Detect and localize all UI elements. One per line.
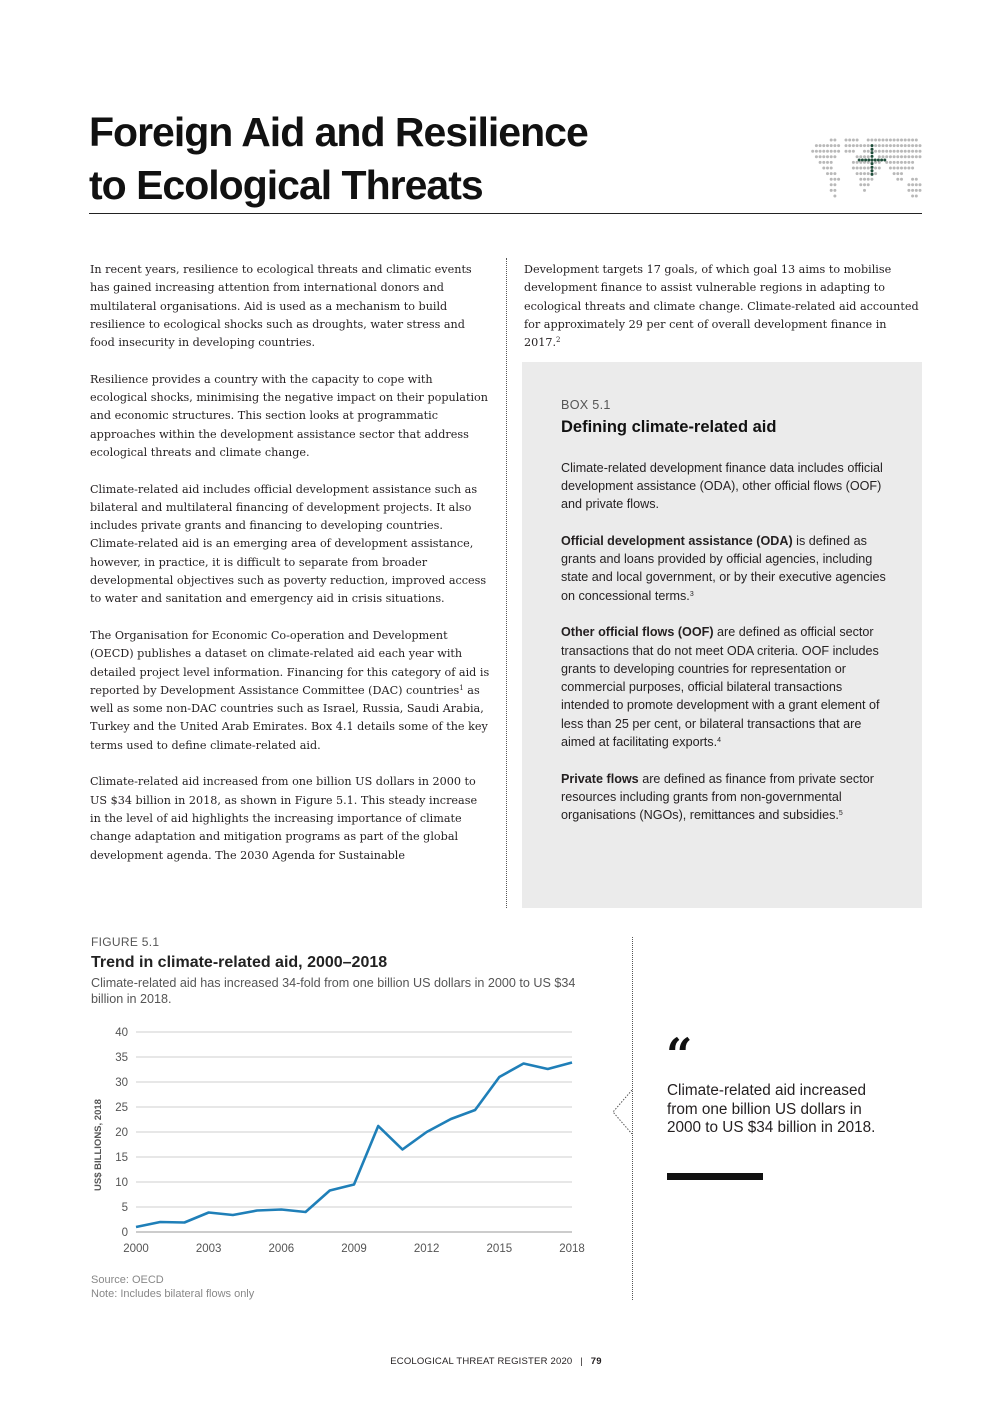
term-oof: Other official flows (OOF) (561, 625, 714, 640)
footnote-ref: 3 (689, 590, 694, 598)
y-tick-label: 40 (115, 1027, 128, 1039)
body-paragraph: Resilience provides a country with the capacity to cope with ecological shocks, minimising the negative impact on their population and economic structures. This section looks at programmatic approaches within the development assistance sector that address ecological threats and climate change. (90, 372, 488, 459)
footer-separator: | (580, 1356, 583, 1367)
y-tick-label: 35 (115, 1052, 128, 1064)
crosshair-icon (858, 144, 887, 176)
figure-title: Trend in climate-related aid, 2000–2018 (91, 954, 388, 971)
y-tick-label: 5 (121, 1202, 128, 1214)
definition-oda: is defined as grants and loans provided by official agencies, including state and local government, or by their executive agencies on concessional terms. (561, 533, 886, 603)
body-paragraph: Climate-related aid increased from one billion US dollars in 2000 to US $34 billion in 2018, as shown in Figure 5.1. This steady increase in the level of aid highlights the increasing importance of climate change adaptation and mitigation programs as part of the global development agenda. The 2030 Agenda for Sustainable (90, 775, 478, 862)
figure-subtitle: Climate-related aid has increased 34-fold from one billion US dollars in 2000 to US $34 billion in 2018. (91, 976, 576, 1006)
figure-source (91, 1273, 254, 1301)
figure-label: FIGURE 5.1 (91, 935, 160, 949)
x-tick-label: 2000 (123, 1243, 149, 1255)
left-text-column (90, 261, 490, 883)
page-title-line-1: Foreign Aid and Resilience (89, 109, 588, 155)
x-tick-label: 2018 (559, 1243, 585, 1255)
footer-publication: ECOLOGICAL THREAT REGISTER 2020 (390, 1356, 573, 1367)
term-oda: Official development assistance (ODA) (561, 533, 793, 548)
quote-underline-bar (667, 1173, 763, 1180)
x-tick-label: 2012 (413, 1243, 440, 1255)
y-tick-label: 10 (115, 1177, 128, 1189)
title-divider (89, 213, 922, 214)
x-tick-label: 2003 (195, 1243, 222, 1255)
page-number: 79 (590, 1356, 602, 1367)
y-tick-label: 30 (115, 1077, 128, 1089)
definition-oof: are defined as official sector transactions that do not meet ODA criteria. OOF includes grants to developing countries for representation or commercial purposes, official bilateral transactions intended to promote development with a grant element of less than 25 per cent, or bilateral transactions that are aimed at facilitating exports. (561, 625, 880, 750)
right-text-column (524, 261, 920, 371)
series-line-climate-aid (136, 1063, 572, 1228)
y-tick-label: 20 (115, 1127, 128, 1139)
line-chart (88, 1020, 598, 1260)
goal-13-text: Development targets 17 goals, of which goal 13 aims to mobilise development finance to assist vulnerable regions in adapting to ecological threats and climate change. Climate-related aid accounted for approximately 29 per cent of overall development finance in 2017. (524, 263, 919, 350)
box-definition-oof (561, 623, 886, 751)
source-line: Source: OECD (91, 1274, 164, 1286)
body-paragraph-oecd (90, 627, 490, 755)
body-paragraph: Climate-related aid includes official development assistance such as bilateral and multilateral financing of development projects. It also includes private grants and financing to developing countries. Climate-related aid is an emerging area of development assistance, however, in practice, it is difficult to separate from broader developmental objectives such as poverty reduction, improved access to water and sanitation and emergency aid in crisis situations. (90, 482, 487, 606)
x-tick-label: 2006 (268, 1243, 295, 1255)
definition-box (522, 362, 922, 908)
body-paragraph: In recent years, resilience to ecological threats and climatic events has gained increasing attention from international donors and multilateral organisations. Aid is used as a mechanism to build resilience to ecological shocks such as droughts, water stress and food insecurity in developing countries. (90, 263, 472, 350)
box-definition-private (561, 770, 886, 825)
chart-series (136, 1062, 572, 1227)
pull-quote-text: Climate-related aid increased from one billion US dollars in 2000 to US $34 billion in 2018. (667, 1082, 876, 1136)
x-tick-label: 2009 (341, 1243, 367, 1255)
oecd-text-part-2: as well as some non-DAC countries such as Israel, Russia, Saudi Arabia, Turkey and the United Arab Emirates. Box 4.1 details some of the key terms used to define climate-related aid. (90, 683, 488, 752)
box-label: BOX 5.1 (561, 398, 611, 412)
y-tick-label: 15 (115, 1152, 128, 1164)
footnote-ref: 1 (459, 683, 464, 692)
definition-box-content (561, 396, 886, 843)
footnote-ref: 4 (717, 737, 722, 745)
chart-y-tick-labels (115, 1027, 128, 1239)
box-intro: Climate-related development finance data includes official development assistance (ODA), other official flows (OOF) and private flows. (561, 460, 883, 512)
body-paragraph (524, 261, 920, 352)
page-title-line-2: to Ecological Threats (89, 162, 483, 208)
y-tick-label: 25 (115, 1102, 128, 1114)
chart-gridlines (136, 1032, 572, 1232)
oecd-text-part-1: The Organisation for Economic Co-operation and Development (OECD) publishes a dataset on climate-related aid each year with detailed project level information. Financing for this category of aid is reported by Development Assistance Committee (DAC) countries (90, 628, 490, 697)
page-title (89, 106, 729, 212)
y-tick-label: 0 (121, 1227, 128, 1239)
footnote-ref: 2 (556, 336, 561, 345)
world-dot-map-icon (806, 136, 922, 202)
box-title: Defining climate-related aid (561, 418, 777, 437)
chart-y-axis-label: US$ BILLIONS, 2018 (93, 1099, 104, 1191)
chart-x-tick-labels (123, 1243, 585, 1255)
footnote-ref: 5 (838, 810, 843, 818)
quote-pointer (611, 1090, 635, 1134)
x-tick-label: 2015 (486, 1243, 513, 1255)
box-definition-oda (561, 532, 886, 605)
quote-mark-icon: “ (666, 1028, 693, 1082)
column-divider (506, 258, 507, 908)
note-line: Note: Includes bilateral flows only (91, 1288, 255, 1300)
definition-private-flows: are defined as finance from private sector resources including grants from non-governmental organisations (NGOs), remittances and subsidies. (561, 771, 874, 823)
page-footer (0, 1356, 992, 1367)
term-private-flows: Private flows (561, 771, 639, 786)
